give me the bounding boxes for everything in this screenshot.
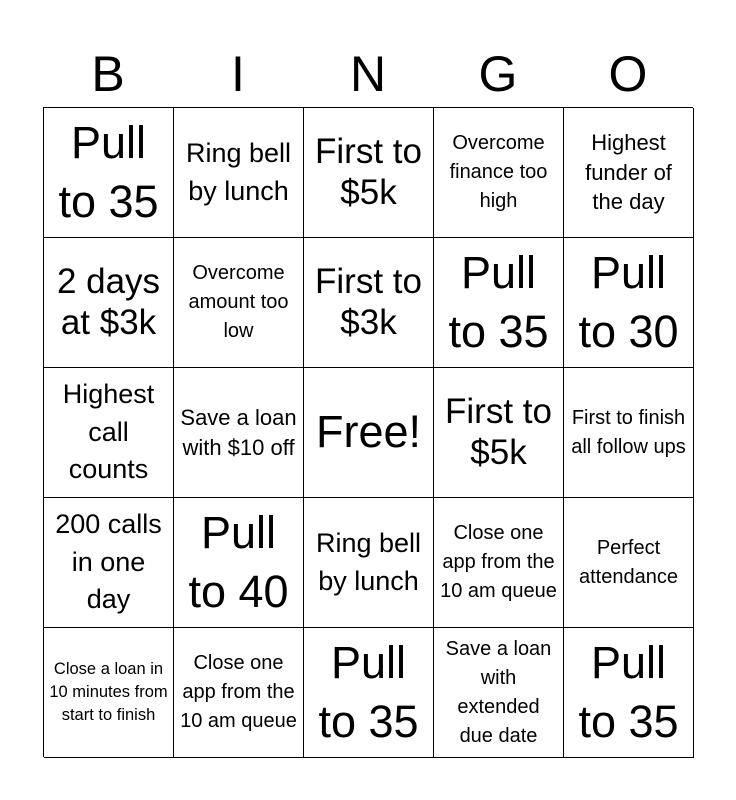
header-letter-b: B <box>91 46 125 102</box>
bingo-cell[interactable]: Pull to 35 <box>564 628 694 758</box>
header-letter-o: O <box>608 46 648 102</box>
bingo-board <box>43 107 693 757</box>
bingo-cell[interactable]: Highest call counts <box>44 368 174 498</box>
bingo-cell[interactable]: Pull to 30 <box>564 238 694 368</box>
bingo-cell[interactable]: Save a loan with extended due date <box>434 628 564 758</box>
bingo-cell[interactable]: First to $3k <box>304 238 434 368</box>
bingo-cell[interactable]: Pull to 35 <box>304 628 434 758</box>
bingo-cell[interactable]: First to $5k <box>304 108 434 238</box>
bingo-cell[interactable]: Pull to 40 <box>174 498 304 628</box>
bingo-cell[interactable]: Perfect attendance <box>564 498 694 628</box>
bingo-cell[interactable]: First to $5k <box>434 368 564 498</box>
bingo-cell[interactable]: Close one app from the 10 am queue <box>434 498 564 628</box>
bingo-cell[interactable]: Close a loan in 10 minutes from start to finish <box>44 628 174 758</box>
bingo-cell[interactable]: Highest funder of the day <box>564 108 694 238</box>
bingo-cell[interactable]: 200 calls in one day <box>44 498 174 628</box>
bingo-cell[interactable]: Overcome finance too high <box>434 108 564 238</box>
bingo-cell[interactable]: 2 days at $3k <box>44 238 174 368</box>
bingo-cell[interactable]: Pull to 35 <box>434 238 564 368</box>
bingo-cell[interactable]: Ring bell by lunch <box>304 498 434 628</box>
header-letter-g: G <box>478 46 518 102</box>
bingo-cell[interactable]: Overcome amount too low <box>174 238 304 368</box>
bingo-cell[interactable]: First to finish all follow ups <box>564 368 694 498</box>
header-letter-i: I <box>231 46 245 102</box>
header-letter-n: N <box>349 46 387 102</box>
bingo-cell[interactable]: Ring bell by lunch <box>174 108 304 238</box>
bingo-header <box>43 40 693 108</box>
bingo-cell-free[interactable]: Free! <box>304 368 434 498</box>
bingo-cell[interactable]: Save a loan with $10 off <box>174 368 304 498</box>
bingo-cell[interactable]: Close one app from the 10 am queue <box>174 628 304 758</box>
bingo-cell[interactable]: Pull to 35 <box>44 108 174 238</box>
